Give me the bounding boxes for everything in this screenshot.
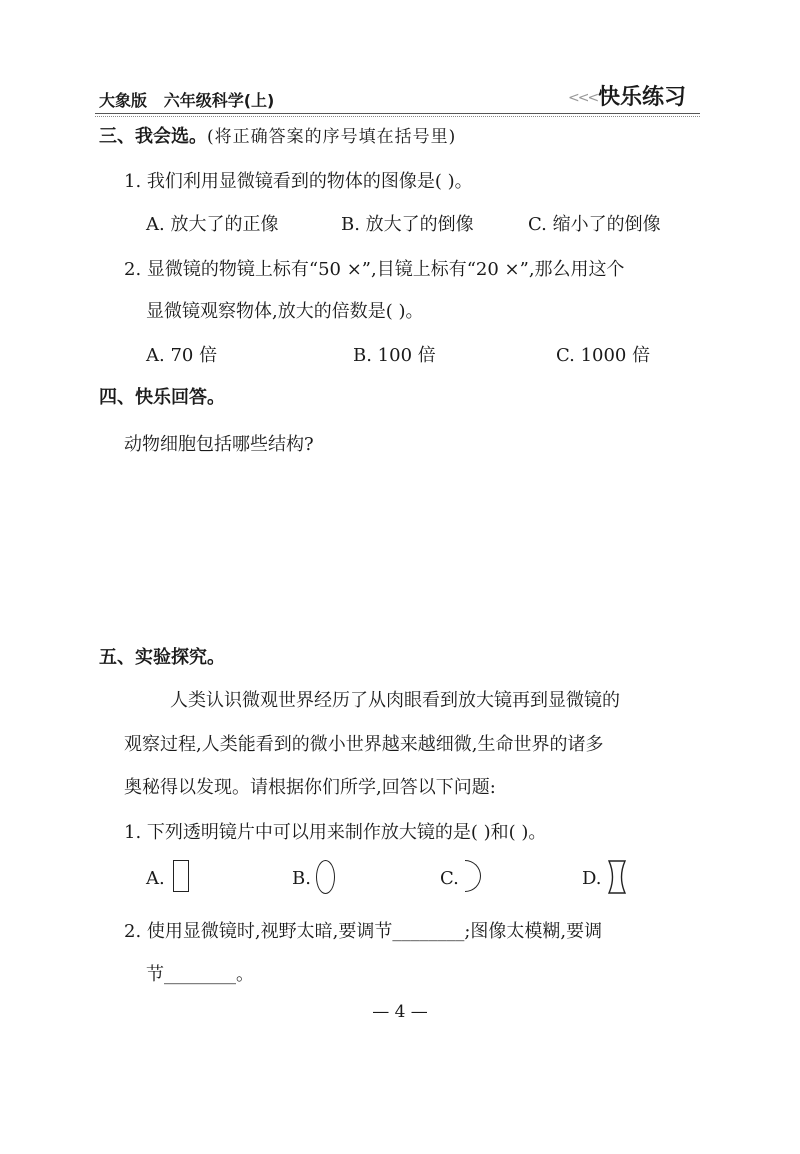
section5-title: 五、实验探究。: [99, 647, 225, 668]
s5-paragraph-line3: 奥秘得以发现。请根据你们所学,回答以下问题:: [124, 777, 496, 798]
s3-q1-text: 1. 我们利用显微镜看到的物体的图像是( )。: [124, 171, 473, 192]
header-arrows-icon: <<<: [568, 90, 598, 106]
s3-q2-option-c: C. 1000 倍: [556, 345, 651, 366]
s5-q2-line2: 节________。: [146, 964, 254, 985]
flat-plate-lens-icon: [173, 860, 189, 892]
s5-q1-option-d-label: D.: [582, 868, 602, 889]
s3-q1-option-c: C. 缩小了的倒像: [528, 214, 661, 235]
s5-q1-text: 1. 下列透明镜片中可以用来制作放大镜的是( )和( )。: [124, 822, 547, 843]
page-number: — 4 —: [372, 1002, 428, 1022]
section3-note: (将正确答案的序号填在括号里): [207, 127, 457, 147]
convex-lens-icon: [316, 860, 335, 894]
s3-q2-line1: 2. 显微镜的物镜上标有“50 ×”,目镜上标有“20 ×”,那么用这个: [124, 259, 625, 280]
header-section-title: 快乐练习: [598, 85, 687, 110]
header-book-title: 大象版 六年级科学(上): [99, 91, 275, 110]
s3-q1-option-b: B. 放大了的倒像: [341, 214, 474, 235]
s5-q1-option-c-label: C.: [440, 868, 459, 889]
s5-q1-option-a-label: A.: [146, 868, 165, 889]
s5-q2-line1: 2. 使用显微镜时,视野太暗,要调节________;图像太模糊,要调: [124, 921, 603, 942]
plano-convex-lens-icon: [465, 860, 481, 892]
s5-q1-option-b-label: B.: [292, 868, 311, 889]
header-divider: [95, 113, 700, 114]
section4-title: 四、快乐回答。: [99, 387, 225, 408]
s3-q2-option-b: B. 100 倍: [353, 345, 436, 366]
s3-q2-line2: 显微镜观察物体,放大的倍数是( )。: [146, 301, 424, 322]
concave-lens-icon: [606, 859, 628, 895]
s3-q1-option-a: A. 放大了的正像: [146, 214, 279, 235]
s4-question: 动物细胞包括哪些结构?: [124, 434, 314, 455]
s5-paragraph-line2: 观察过程,人类能看到的微小世界越来越细微,生命世界的诸多: [124, 734, 604, 755]
s5-paragraph-line1: 人类认识微观世界经历了从肉眼看到放大镜再到显微镜的: [170, 690, 620, 711]
section3-heading: [99, 122, 456, 148]
header-dotted-divider: [95, 116, 700, 117]
section3-title: 三、我会选。: [99, 126, 207, 147]
s3-q2-option-a: A. 70 倍: [146, 345, 218, 366]
